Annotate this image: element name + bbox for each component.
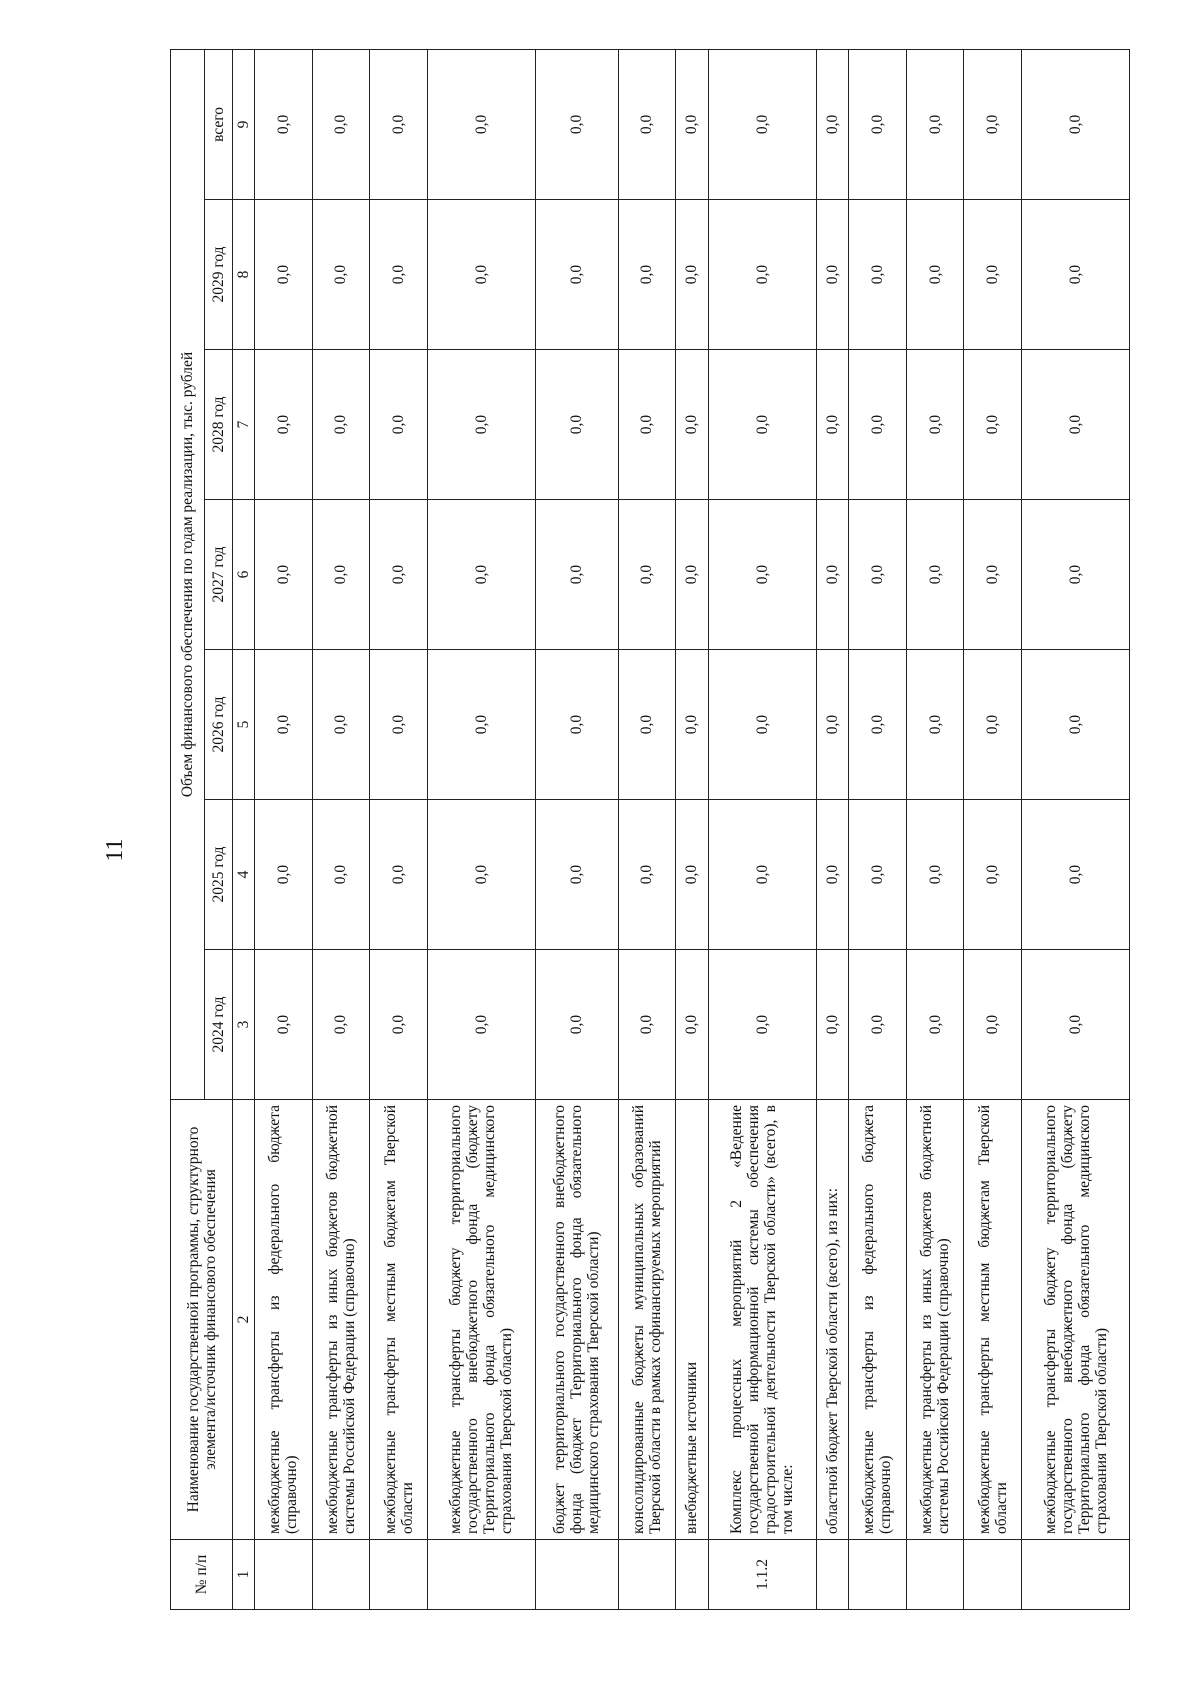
row-number (618, 1540, 676, 1610)
row-name: бюджет территориального государственного внебюджетного фонда (бюджет Территориального фонда обязательного медицинского страхования Тверской области) (535, 1100, 618, 1540)
header-number: № п/п (171, 1540, 233, 1610)
header-year: 2024 год (205, 950, 233, 1100)
value-cell: 0,0 (535, 950, 618, 1100)
header-year: 2028 год (205, 350, 233, 500)
value-cell: 0,0 (708, 200, 816, 350)
value-cell: 0,0 (708, 49, 816, 199)
table-row (964, 49, 1022, 1609)
value-cell: 0,0 (370, 200, 428, 350)
value-cell: 0,0 (312, 200, 370, 350)
row-name: межбюджетные трансферты бюджету территориального государственного внебюджетного фонда (бюджету Территориального фонда обязательного медицинского страхования Тверской области) (1022, 1100, 1130, 1540)
table-body (255, 49, 1130, 1609)
value-cell: 0,0 (618, 49, 676, 199)
value-cell: 0,0 (849, 200, 907, 350)
value-cell: 0,0 (427, 800, 535, 950)
value-cell: 0,0 (676, 500, 709, 650)
header-year: 2026 год (205, 650, 233, 800)
header-year: всего (205, 49, 233, 199)
value-cell: 0,0 (618, 800, 676, 950)
value-cell: 0,0 (849, 650, 907, 800)
page-number: 11 (102, 838, 128, 862)
value-cell: 0,0 (1022, 950, 1130, 1100)
value-cell: 0,0 (1022, 800, 1130, 950)
table-row (312, 49, 370, 1609)
table-row (1022, 49, 1130, 1609)
row-name: межбюджетные трансферты из иных бюджетов бюджетной системы Российской Федерации (справочно) (906, 1100, 964, 1540)
value-cell: 0,0 (906, 49, 964, 199)
value-cell: 0,0 (676, 350, 709, 500)
value-cell: 0,0 (849, 350, 907, 500)
value-cell: 0,0 (816, 500, 849, 650)
value-cell: 0,0 (964, 500, 1022, 650)
column-index-cell: 2 (233, 1100, 255, 1540)
value-cell: 0,0 (535, 49, 618, 199)
value-cell: 0,0 (535, 200, 618, 350)
value-cell: 0,0 (535, 800, 618, 950)
table-row (370, 49, 428, 1609)
row-number (427, 1540, 535, 1610)
value-cell: 0,0 (312, 950, 370, 1100)
table-row (255, 49, 313, 1609)
table-row (535, 49, 618, 1609)
value-cell: 0,0 (618, 950, 676, 1100)
header-name: Наименование государственной программы, структурного элемента/источник финансового обеспечения (171, 1100, 233, 1540)
table-row (906, 49, 964, 1609)
value-cell: 0,0 (964, 800, 1022, 950)
header-row-1 (171, 49, 205, 1609)
value-cell: 0,0 (427, 49, 535, 199)
row-name: межбюджетные трансферты местным бюджетам Тверской области (964, 1100, 1022, 1540)
table-row (816, 49, 849, 1609)
row-number (676, 1540, 709, 1610)
table-row (849, 49, 907, 1609)
row-name: межбюджетные трансферты из федерального бюджета (справочно) (849, 1100, 907, 1540)
table-row (427, 49, 535, 1609)
value-cell: 0,0 (312, 800, 370, 950)
value-cell: 0,0 (906, 650, 964, 800)
value-cell: 0,0 (816, 200, 849, 350)
value-cell: 0,0 (618, 200, 676, 350)
value-cell: 0,0 (370, 350, 428, 500)
column-index-cell: 6 (233, 500, 255, 650)
row-name: межбюджетные трансферты из федерального бюджета (справочно) (255, 1100, 313, 1540)
table-row (676, 49, 709, 1609)
value-cell: 0,0 (849, 500, 907, 650)
row-number (312, 1540, 370, 1610)
value-cell: 0,0 (676, 950, 709, 1100)
value-cell: 0,0 (906, 200, 964, 350)
row-number (816, 1540, 849, 1610)
value-cell: 0,0 (849, 49, 907, 199)
value-cell: 0,0 (708, 350, 816, 500)
header-financing-group: Объем финансового обеспечения по годам реализации, тыс. рублей (171, 49, 205, 1099)
value-cell: 0,0 (255, 49, 313, 199)
value-cell: 0,0 (1022, 650, 1130, 800)
row-number (906, 1540, 964, 1610)
value-cell: 0,0 (312, 500, 370, 650)
value-cell: 0,0 (312, 650, 370, 800)
column-index-cell: 8 (233, 200, 255, 350)
value-cell: 0,0 (906, 950, 964, 1100)
header-year: 2025 год (205, 800, 233, 950)
column-index-cell: 3 (233, 950, 255, 1100)
row-number (370, 1540, 428, 1610)
value-cell: 0,0 (618, 500, 676, 650)
column-index-cell: 4 (233, 800, 255, 950)
value-cell: 0,0 (312, 350, 370, 500)
value-cell: 0,0 (370, 49, 428, 199)
value-cell: 0,0 (427, 650, 535, 800)
value-cell: 0,0 (427, 500, 535, 650)
row-number (849, 1540, 907, 1610)
value-cell: 0,0 (255, 650, 313, 800)
value-cell: 0,0 (708, 650, 816, 800)
value-cell: 0,0 (427, 350, 535, 500)
header-year: 2029 год (205, 200, 233, 350)
column-index-cell: 1 (233, 1540, 255, 1610)
value-cell: 0,0 (370, 500, 428, 650)
value-cell: 0,0 (964, 200, 1022, 350)
value-cell: 0,0 (535, 350, 618, 500)
header-row-index (233, 49, 255, 1609)
row-name: областной бюджет Тверской области (всего), из них: (816, 1100, 849, 1540)
value-cell: 0,0 (427, 950, 535, 1100)
column-index-cell: 9 (233, 49, 255, 199)
value-cell: 0,0 (816, 650, 849, 800)
value-cell: 0,0 (1022, 350, 1130, 500)
value-cell: 0,0 (255, 950, 313, 1100)
value-cell: 0,0 (676, 800, 709, 950)
value-cell: 0,0 (816, 800, 849, 950)
value-cell: 0,0 (255, 800, 313, 950)
value-cell: 0,0 (964, 350, 1022, 500)
value-cell: 0,0 (849, 950, 907, 1100)
value-cell: 0,0 (535, 650, 618, 800)
row-name: межбюджетные трансферты из иных бюджетов бюджетной системы Российской Федерации (справочно) (312, 1100, 370, 1540)
value-cell: 0,0 (816, 950, 849, 1100)
value-cell: 0,0 (1022, 200, 1130, 350)
value-cell: 0,0 (255, 200, 313, 350)
row-number (535, 1540, 618, 1610)
value-cell: 0,0 (370, 800, 428, 950)
row-number: 1.1.2 (708, 1540, 816, 1610)
value-cell: 0,0 (708, 500, 816, 650)
value-cell: 0,0 (1022, 49, 1130, 199)
row-number (1022, 1540, 1130, 1610)
column-index-cell: 7 (233, 350, 255, 500)
value-cell: 0,0 (255, 500, 313, 650)
value-cell: 0,0 (708, 950, 816, 1100)
financing-table (170, 49, 1130, 1610)
value-cell: 0,0 (312, 49, 370, 199)
table-row (708, 49, 816, 1609)
value-cell: 0,0 (964, 650, 1022, 800)
value-cell: 0,0 (676, 650, 709, 800)
column-index-cell: 5 (233, 650, 255, 800)
value-cell: 0,0 (676, 200, 709, 350)
value-cell: 0,0 (370, 650, 428, 800)
value-cell: 0,0 (964, 49, 1022, 199)
value-cell: 0,0 (906, 350, 964, 500)
header-year: 2027 год (205, 500, 233, 650)
row-name: межбюджетные трансферты местным бюджетам Тверской области (370, 1100, 428, 1540)
value-cell: 0,0 (964, 950, 1022, 1100)
row-name: межбюджетные трансферты бюджету территориального государственного внебюджетного фонда (бюджету Территориального фонда обязательного медицинского страхования Тверской области) (427, 1100, 535, 1540)
rotated-table-container (170, 50, 1130, 1610)
value-cell: 0,0 (816, 350, 849, 500)
row-name: внебюджетные источники (676, 1100, 709, 1540)
value-cell: 0,0 (906, 800, 964, 950)
value-cell: 0,0 (676, 49, 709, 199)
value-cell: 0,0 (708, 800, 816, 950)
value-cell: 0,0 (849, 800, 907, 950)
value-cell: 0,0 (255, 350, 313, 500)
row-name: Комплекс процессных мероприятий 2 «Ведение государственной информационной системы обеспечения градостроительной деятельности Тверской области» (всего), в том числе: (708, 1100, 816, 1540)
value-cell: 0,0 (370, 950, 428, 1100)
value-cell: 0,0 (618, 350, 676, 500)
value-cell: 0,0 (535, 500, 618, 650)
value-cell: 0,0 (427, 200, 535, 350)
row-name: консолидированные бюджеты муниципальных образований Тверской области в рамках софинансируемых мероприятий (618, 1100, 676, 1540)
row-number (255, 1540, 313, 1610)
value-cell: 0,0 (816, 49, 849, 199)
row-number (964, 1540, 1022, 1610)
value-cell: 0,0 (906, 500, 964, 650)
table-row (618, 49, 676, 1609)
value-cell: 0,0 (1022, 500, 1130, 650)
value-cell: 0,0 (618, 650, 676, 800)
